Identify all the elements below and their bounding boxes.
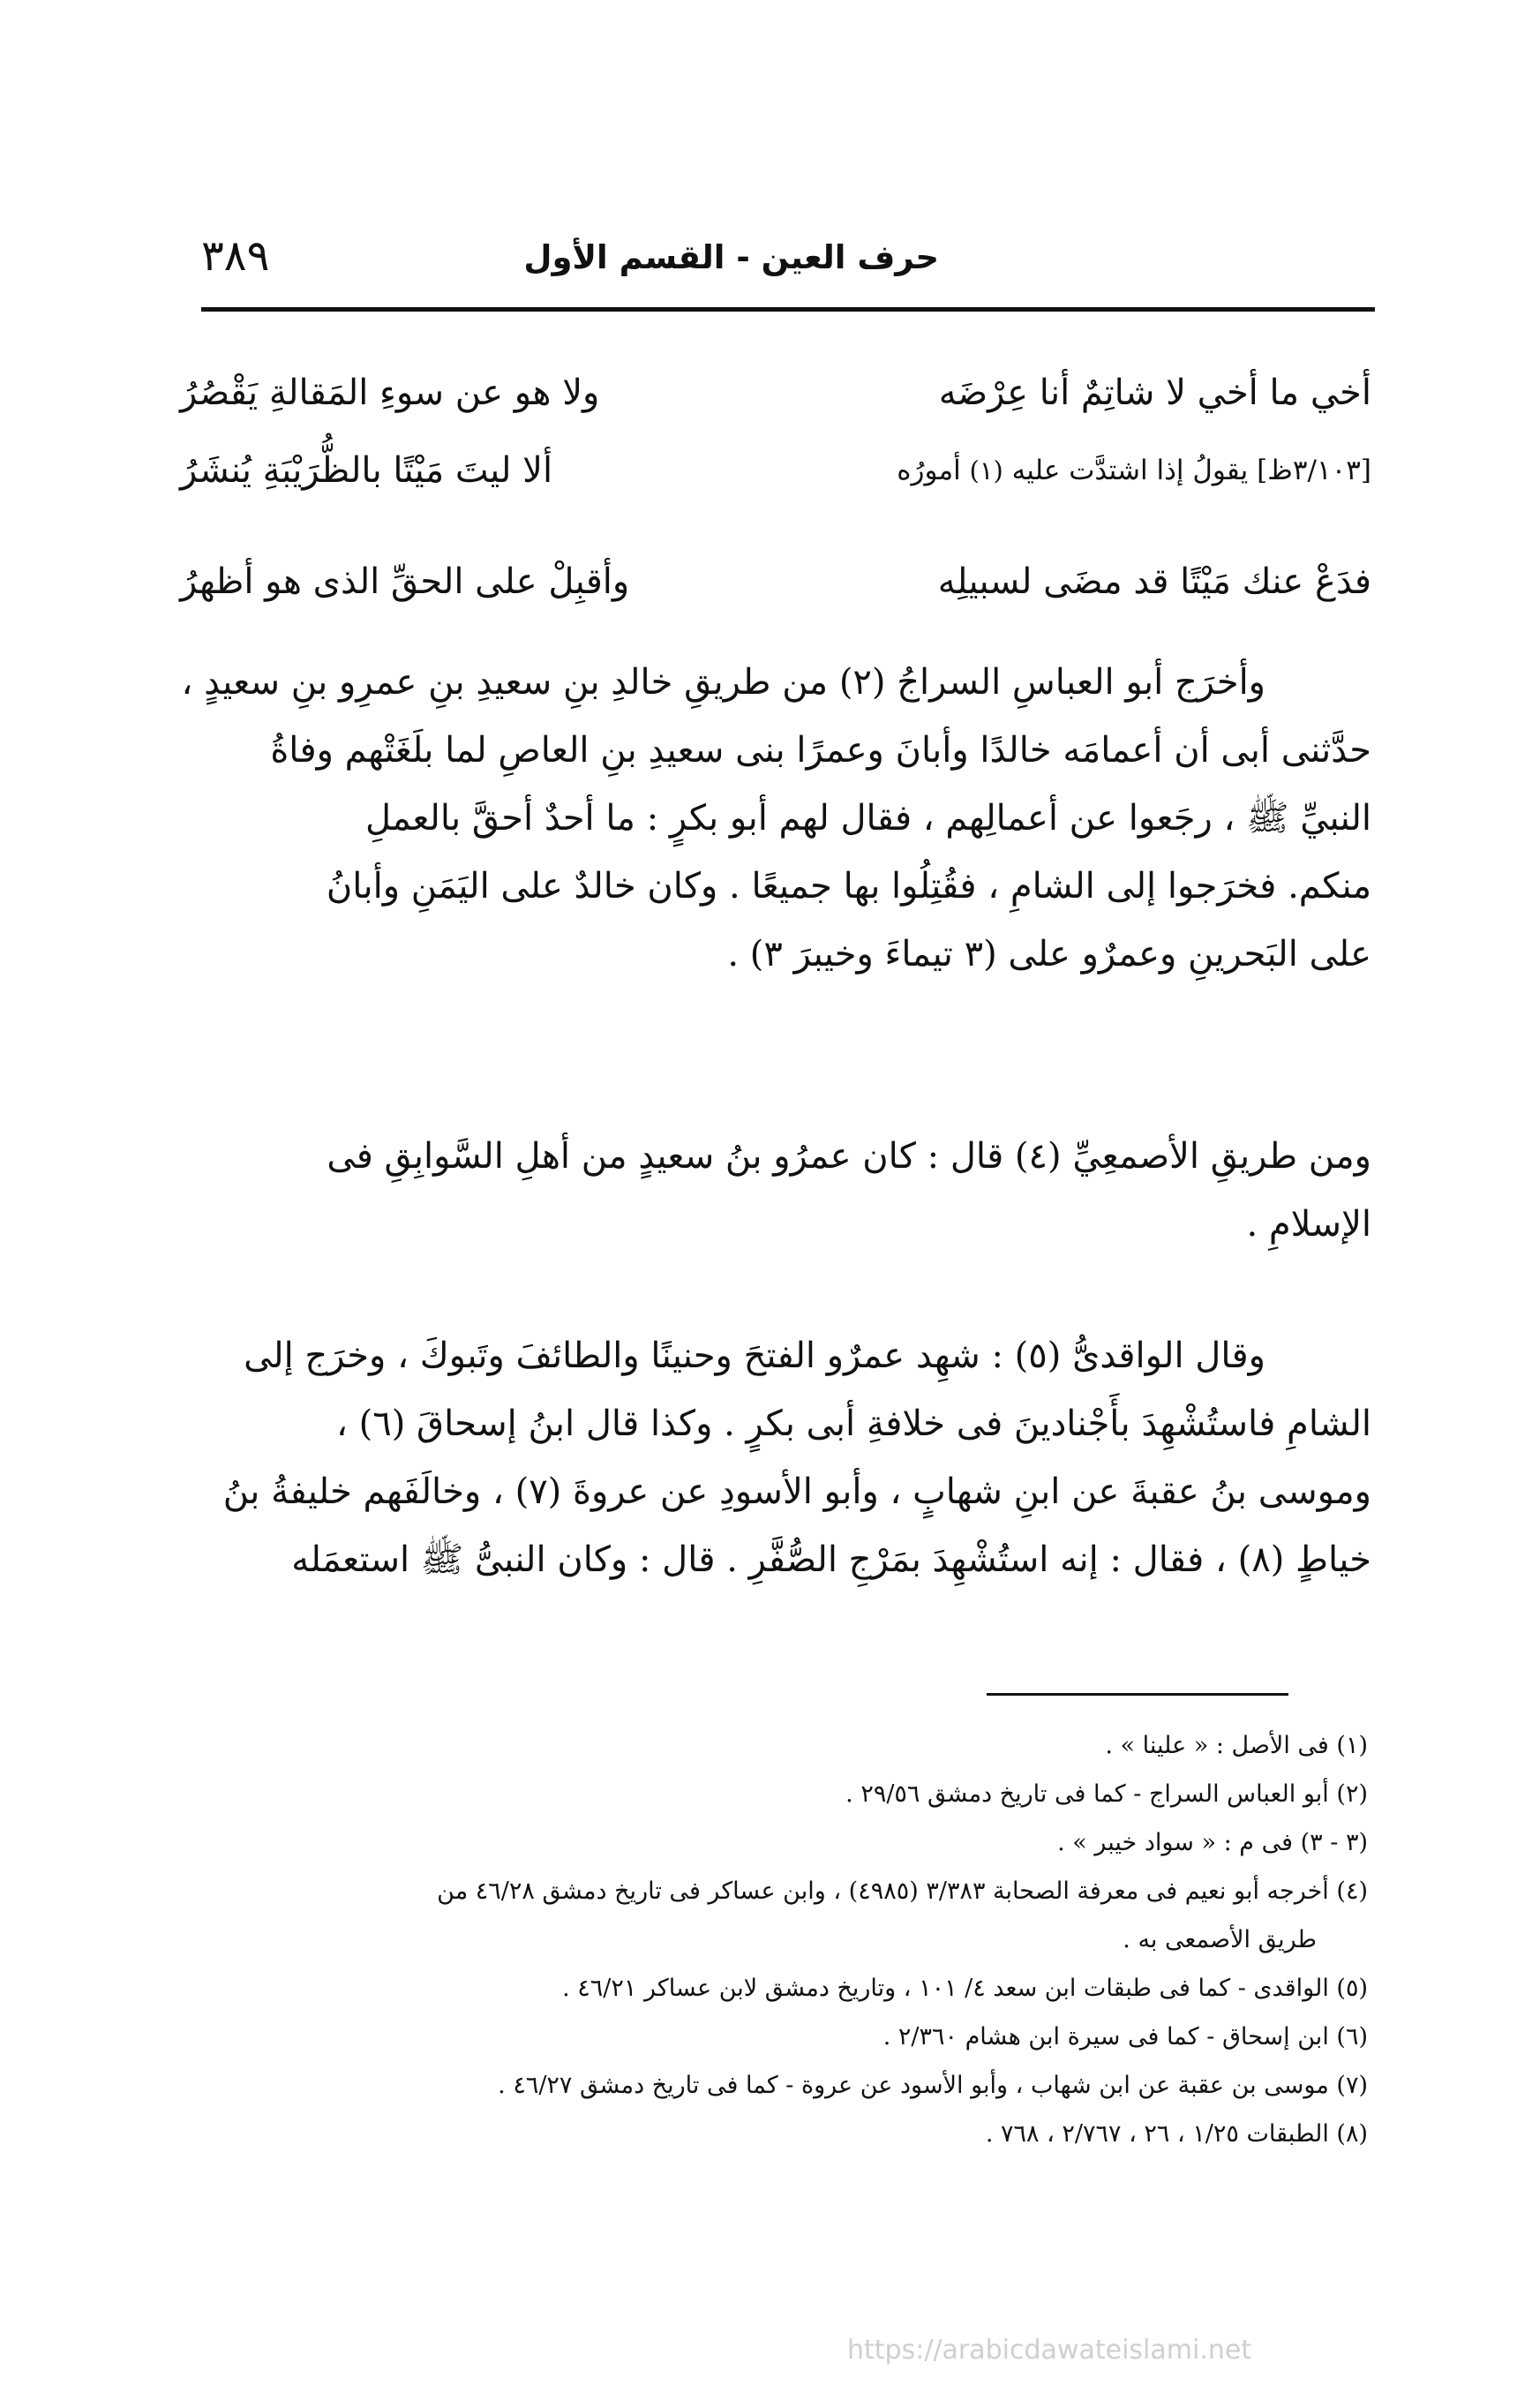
- text-line: وموسى بنُ عقبةَ عن ابنِ شهابٍ ، وأبو الأسودِ عن عروةَ (٧) ، وخالَفَهم خليفةُ بنُ: [222, 1471, 1371, 1512]
- verse-text: أمورُه: [897, 455, 961, 486]
- text-line: وقال الواقدىُّ (٥) : شهِد عمرٌو الفتحَ وحنينًا والطائفَ وتَبوكَ ، وخرَج إلى: [244, 1336, 1265, 1376]
- verse-second-hemistich: ولا هو عن سوءِ المَقالةِ يَقْصُرُ: [180, 372, 600, 413]
- footnote: (٦) ابن إسحاق - كما فى سيرة ابن هشام ٢/٣٦٠ .: [882, 2023, 1368, 2051]
- text-line: خياطٍ (٨) ، فقال : إنه استُشْهِدَ بمَرْجِ الصُّفَّرِ . قال : وكان النبىُّ ﷺ استعمَله: [291, 1539, 1371, 1580]
- text-line: ومن طريقِ الأصمعِيِّ (٤) قال : كان عمرُو بنُ سعيدٍ من أهلِ السَّوابِقِ فى: [327, 1136, 1371, 1177]
- footnote: (١) فى الأصل : « علينا » .: [1105, 1732, 1368, 1759]
- text-line: الشامِ فاستُشْهِدَ بأَجْنادينَ فى خلافةِ أبى بكرٍ . وكذا قال ابنُ إسحاقَ (٦) ،: [336, 1403, 1371, 1444]
- footnote-separator: [987, 1693, 1288, 1696]
- paragraph: [180, 1322, 1371, 1594]
- watermark-url: https://arabicdawateislami.net: [847, 2335, 1252, 2366]
- verse-first-hemistich: [897, 441, 1371, 500]
- verse-second-hemistich: ألا ليتَ مَيْتًا بالظُّرَيْبَةِ يُنشَرُ: [180, 450, 553, 491]
- footnote-continuation: طريق الأصمعى به .: [1123, 1926, 1317, 1953]
- verse-first-hemistich: فدَعْ عنك مَيْتًا قد مضَى لسبيلِه: [937, 561, 1371, 602]
- page-number: ٣٨٩: [201, 231, 270, 281]
- verse-line: [180, 364, 1371, 422]
- footnote: (٨) الطبقات ١/٢٥ ، ٢٦ ، ٢/٧٦٧ ، ٧٦٨ .: [985, 2120, 1368, 2148]
- verse-second-hemistich: وأقبِلْ على الحقِّ الذى هو أظهرُ: [180, 561, 630, 602]
- verse-text: [٣/١٠٣ظ] يقولُ إذا اشتدَّت عليه: [1011, 455, 1371, 486]
- footnote: (٥) الواقدى - كما فى طبقات ابن سعد ٤/ ١٠١ ، وتاريخ دمشق لابن عساكر ٤٦/٢١ .: [562, 1975, 1368, 2002]
- paragraph: [180, 649, 1371, 989]
- text-line: حدَّثنى أبى أن أعمامَه خالدًا وأبانَ وعمرًا بنى سعيدِ بنِ العاصِ لما بلَغَتْهم وفاةُ: [270, 730, 1371, 771]
- page-header: [201, 231, 1371, 293]
- header-rule: [201, 307, 1375, 312]
- footnote: (٧) موسى بن عقبة عن ابن شهاب ، وأبو الأسود عن عروة - كما فى تاريخ دمشق ٤٦/٢٧ .: [498, 2072, 1368, 2099]
- footnote: (٤) أخرجه أبو نعيم فى معرفة الصحابة ٣/٣٨٣ (٤٩٨٥) ، وابن عساكر فى تاريخ دمشق ٤٦/٢٨ من: [437, 1877, 1368, 1905]
- verse-first-hemistich: أخي ما أخي لا شاتِمٌ أنا عِرْضَه: [938, 372, 1371, 413]
- footnotes: [176, 1721, 1368, 2158]
- text-line: على البَحرينِ وعمرٌو على (٣ تيماءَ وخيبرَ ٣) .: [727, 934, 1371, 974]
- text-line: النبيِّ ﷺ ، رجَعوا عن أعمالِهم ، فقال لهم أبو بكرٍ : ما أحدٌ أحقَّ بالعملِ: [364, 798, 1371, 839]
- running-title: حرف العين - القسم الأول: [523, 238, 939, 276]
- footnote-marker: (١): [969, 455, 1003, 485]
- verse-line: [180, 441, 1371, 500]
- verse-line: [180, 553, 1371, 611]
- footnote: (٢) أبو العباس السراج - كما فى تاريخ دمشق ٢٩/٥٦ .: [845, 1780, 1368, 1808]
- text-line: الإسلامِ .: [1246, 1204, 1371, 1245]
- paragraph: [180, 1123, 1371, 1259]
- footnote: (٣ - ٣) فى م : « سواد خيبر » .: [1057, 1829, 1368, 1856]
- text-line: وأخرَج أبو العباسِ السراجُ (٢) من طريقِ خالدِ بنِ سعيدِ بنِ عمرِو بنِ سعيدٍ ،: [181, 662, 1265, 703]
- text-line: منكم. فخرَجوا إلى الشامِ ، فقُتِلُوا بها جميعًا . وكان خالدٌ على اليَمَنِ وأبانُ: [326, 866, 1371, 907]
